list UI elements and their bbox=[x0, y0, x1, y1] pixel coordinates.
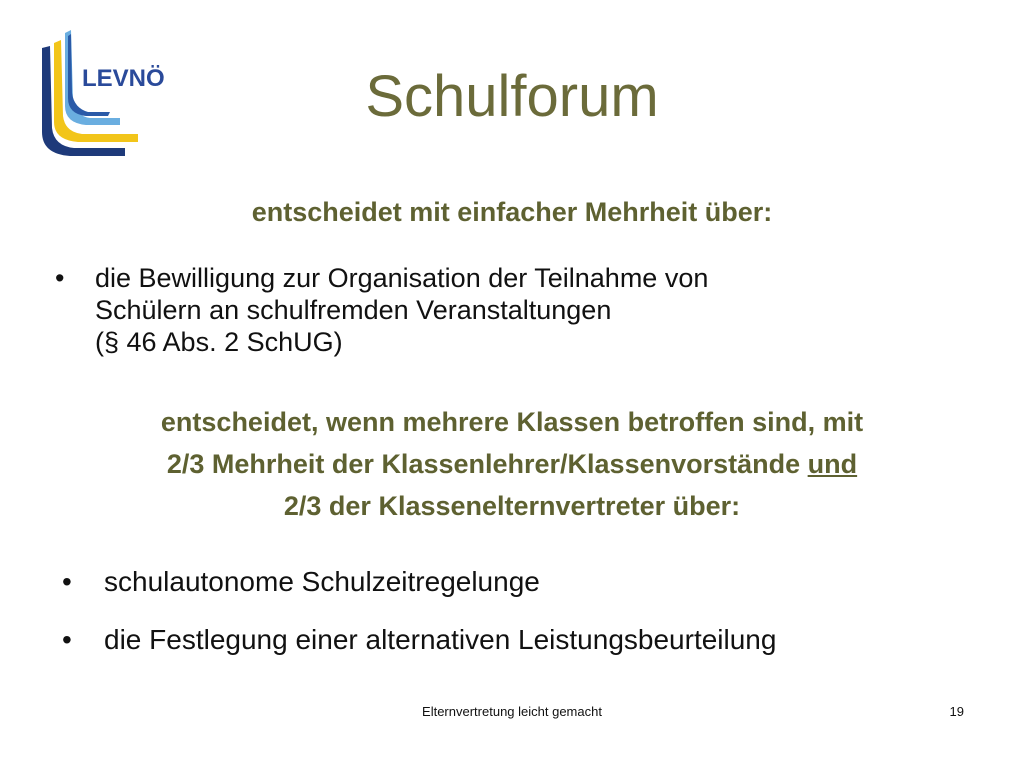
bullet-dot: • bbox=[62, 566, 72, 597]
section1-line: Schülern an schulfremden Veranstaltungen bbox=[95, 295, 612, 325]
section1-heading: entscheidet mit einfacher Mehrheit über: bbox=[251, 197, 773, 227]
section1-line: die Bewilligung zur Organisation der Teilnahme von bbox=[95, 263, 709, 293]
section2-heading-line: entscheidet, wenn mehrere Klassen betroffen sind, mit bbox=[160, 407, 864, 437]
section1-bullet-text bbox=[95, 262, 708, 358]
list-item-text: schulautonome Schulzeitregelunge bbox=[104, 566, 540, 597]
page-title: Schulforum bbox=[365, 64, 659, 129]
footer-text: Elternvertretung leicht gemacht bbox=[422, 704, 602, 719]
logo-text: LEVNÖ bbox=[82, 65, 165, 92]
section2-heading-line bbox=[40, 443, 984, 485]
section2-heading-text: 2/3 Mehrheit der Klassenlehrer/Klassenvorstände bbox=[166, 449, 808, 479]
page-number: 19 bbox=[949, 704, 964, 719]
section2-heading bbox=[40, 401, 984, 527]
bullet-dot: • bbox=[62, 624, 72, 655]
section1-line: (§ 46 Abs. 2 SchUG) bbox=[95, 327, 343, 357]
list-item-text: die Festlegung einer alternativen Leistungsbeurteilung bbox=[104, 624, 777, 655]
list-item bbox=[62, 562, 962, 620]
section2-bullet-list bbox=[62, 562, 962, 678]
underlined-und: und bbox=[807, 449, 858, 479]
section2-heading-line: 2/3 der Klassenelternvertreter über: bbox=[283, 491, 741, 521]
bullet-dot: • bbox=[55, 263, 65, 293]
list-item bbox=[62, 620, 962, 678]
